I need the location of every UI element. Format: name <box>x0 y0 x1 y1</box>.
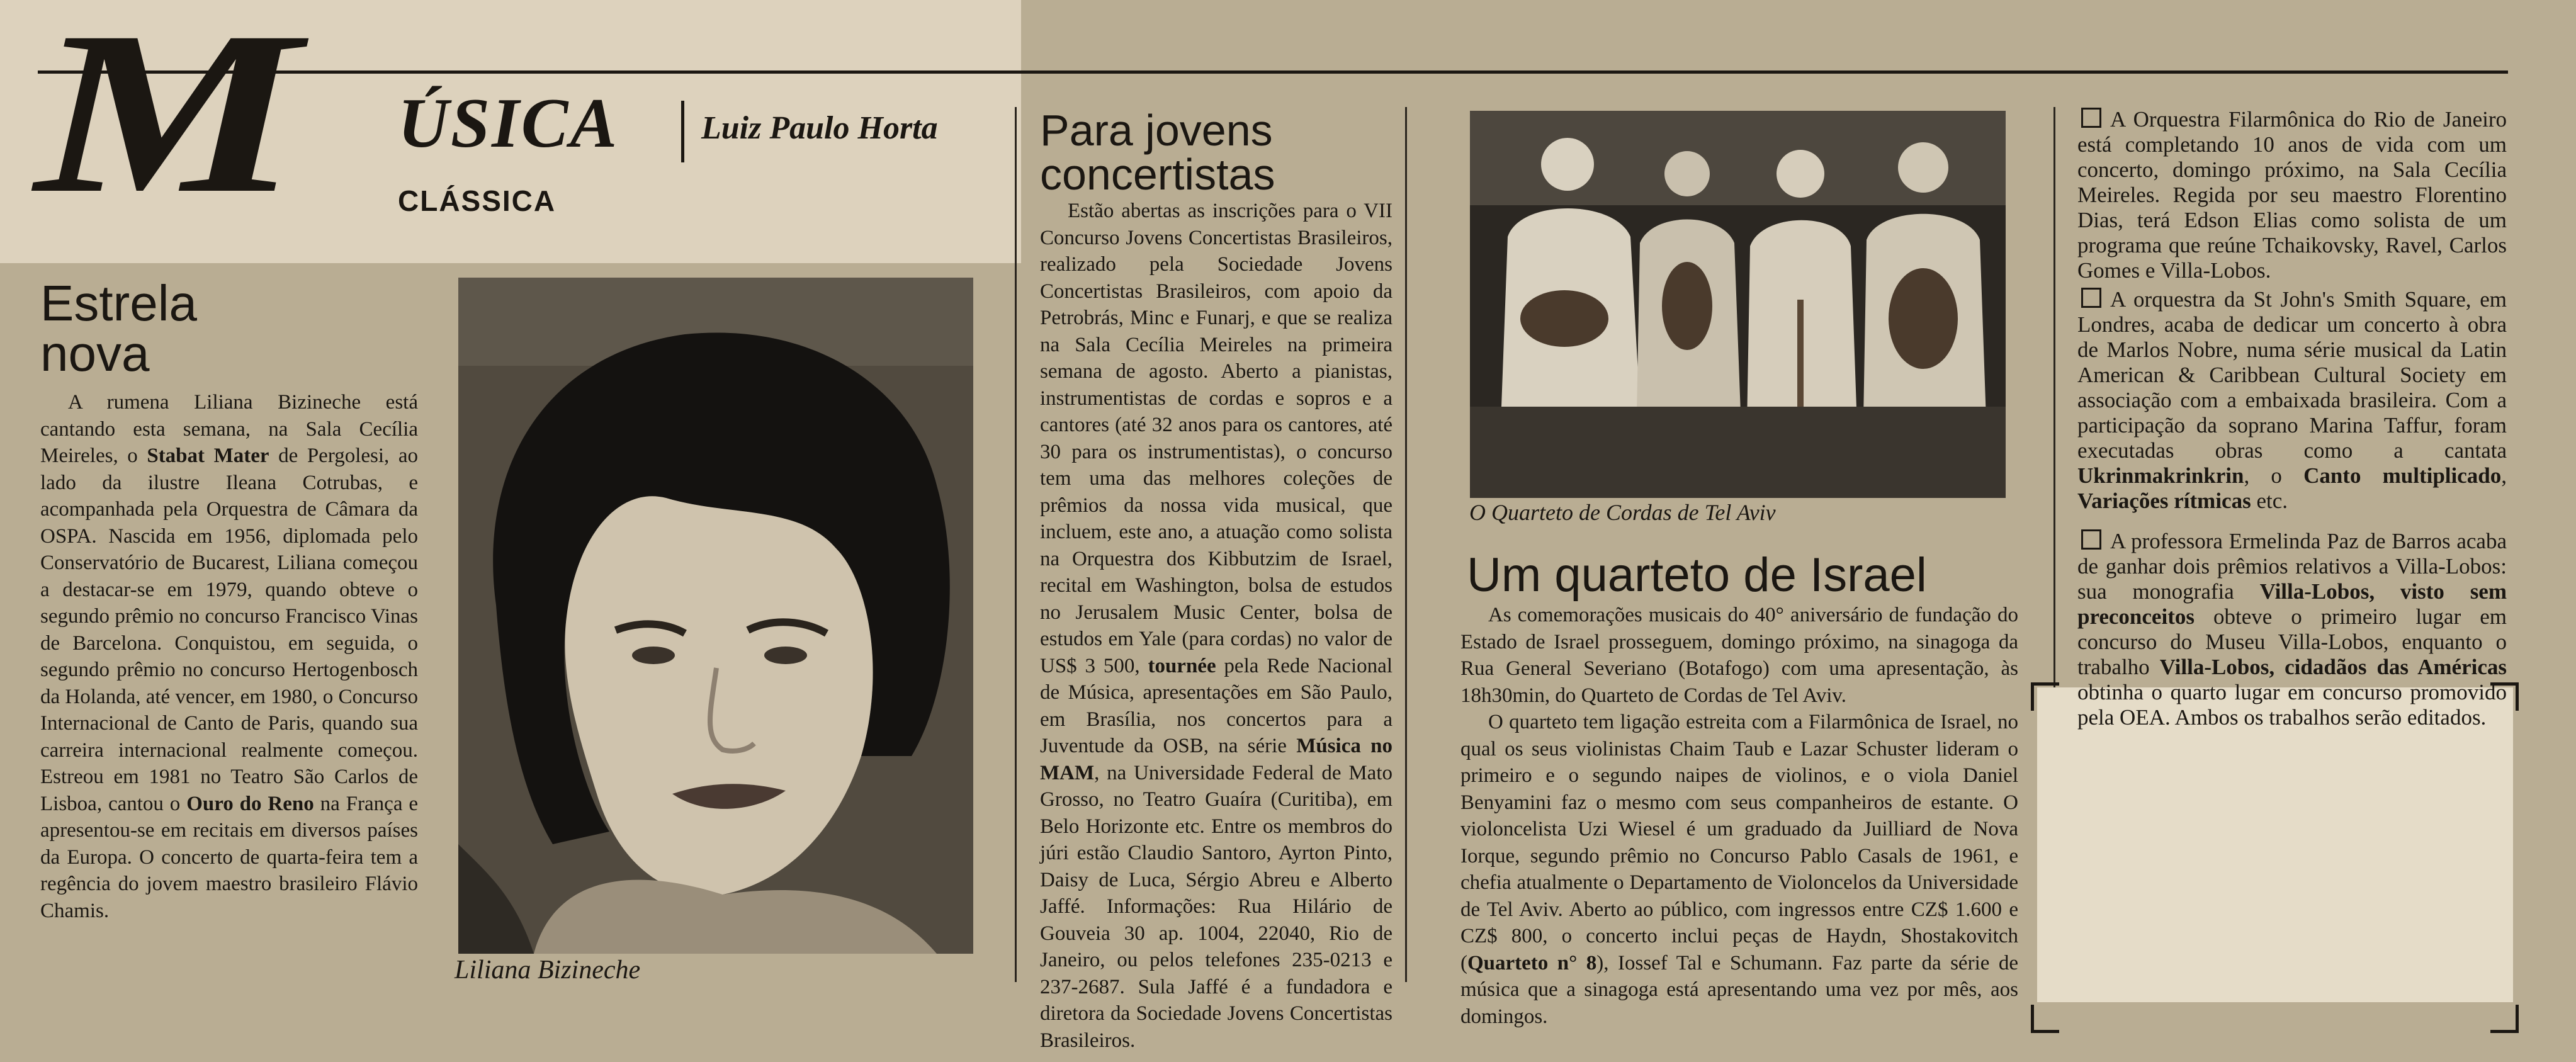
corner-mark <box>2031 1005 2059 1033</box>
bold-title: Villa-Lobos, cidadãos das Américas <box>2159 655 2507 679</box>
corner-mark <box>2031 682 2059 711</box>
top-rule <box>38 71 2508 74</box>
article-estrela-body <box>40 389 418 924</box>
text-run: etc. <box>2251 489 2288 513</box>
text-run: A orquestra da St John's Smith Square, em Londres, acaba de dedicar um concerto à obra de Marlos Nobre, numa série musical da Latin American & Caribbean Cultural Society em associação com a embaixada brasileira. Com a participação da soprano Marina Taffur, foram executadas obras como a cantata <box>2077 287 2507 463</box>
article-paragraph <box>1460 709 2018 1030</box>
checkbox-icon <box>2081 108 2101 128</box>
note-item <box>2077 529 2507 730</box>
section-title: ÚSICA <box>398 84 619 162</box>
quartet-photo <box>1470 111 2006 498</box>
text-run: pela Rede Nacional de Música, apresentações em São Paulo, em Brasília, nos concertos para a Juventude da OSB, na série <box>1040 654 1393 757</box>
portrait-photo <box>458 278 973 954</box>
headline-line: nova <box>40 325 150 381</box>
headline-line: Para jovens <box>1040 106 1273 155</box>
article-quarteto-body <box>1460 602 2018 1030</box>
headline-line: concertistas <box>1040 150 1275 199</box>
text-run: , o <box>2244 463 2304 488</box>
bold-title: Ukrinmakrinkrin <box>2077 463 2244 488</box>
checkbox-icon <box>2081 288 2101 308</box>
article-jovens-body <box>1040 198 1393 1054</box>
headline-estrela-nova <box>40 275 431 381</box>
text-run: obtinha o quarto lugar em concurso promovido pela OEA. Ambos os trabalhos serão editados. <box>2077 680 2507 730</box>
bold-title: Quarteto n° 8 <box>1467 951 1597 974</box>
bold-title: tournée <box>1148 654 1216 677</box>
text-run: , <box>2501 463 2507 488</box>
text-run: na França e apresentou-se em recitais em diversos países da Europa. O concerto de quarta-feira tem a regência do jovem maestro brasileiro Flávio Chamis. <box>40 792 418 922</box>
bold-title: Stabat Mater <box>147 444 269 467</box>
article-paragraph <box>1460 602 2018 709</box>
portrait-image <box>458 278 973 954</box>
bold-title: Música no MAM <box>1040 735 1393 784</box>
text-run: , na Universidade Federal de Mato Grosso, no Teatro Guaíra (Curitiba), em Belo Horizonte etc. Entre os membros do júri estão Claudio Santoro, Ayrton Pinto, Daisy de Luca, Sérgio Abreu e Alberto Jaffé. Informações: Rua Hilário de Gouveia 30 ap. 1004, 22040, Rio de Janeiro, ou pelos telefones 235-0213 e 237-2687. Sula Jaffé é a fundadora e diretora da Sociedade Jovens Concertistas Brasileiros. <box>1040 761 1393 1052</box>
headline-line: Estrela <box>40 275 197 331</box>
bold-title: Canto multiplicado <box>2303 463 2502 488</box>
text-run: Estão abertas as inscrições para o VII Concurso Jovens Concertistas Brasileiros, realizado pela Sociedade Jovens Concertistas Brasileiros, com apoio da Petrobrás, Minc e Funarj, e que se realiza na Sala Cecília Meireles na primeira semana de agosto. Aberto a pianistas, instrumentistas de cordas e sopros e a cantores (até 32 anos para os cantores, até 30 para os instrumentistas), o concurso tem uma das melhores coleções de prêmios da nossa vida musical, que incluem, este ano, a atuação como solista na Orquestra dos Kibbutzim de Israel, recital em Washington, bolsa de estudos no Jerusalem Music Center, bolsa de estudos em Yale (para cordas) no valor de US$ 3 500, <box>1040 200 1393 677</box>
text-run: de Pergolesi, ao lado da ilustre Ileana Cotrubas, e acompanhada pela Orquestra de Câmara da OSPA. Nascida em 1956, diplomada pelo Conservatório de Bucarest, Liliana começou a destacar-se em 1979, quando obteve o segundo prêmio no concurso Francisco Vinas de Barcelona. Conquistou, em seguida, o segundo prêmio no concurso Hertogenbosch da Holanda, até vencer, em 1980, o Concurso Internacional de Canto de Paris, quando sua carreira internacional realmente começou. Estreou em 1981 no Teatro São Carlos de Lisboa, cantou o <box>40 444 418 815</box>
text-run: obteve o primeiro lugar em concurso do Museu Villa-Lobos, enquanto o trabalho <box>2077 604 2507 679</box>
notes-column <box>2077 107 2507 730</box>
text-run: O quarteto tem ligação estreita com a Filarmônica de Israel, no qual os seus violinistas Chaim Taub e Lazar Schuster lideram o primeiro e o segundo naipes de violinos, e o viola Daniel Benyamini faz o mesmo com seus companheiros de estante. O violoncelista Uzi Wiesel é um graduado da Juilliard de Nova Iorque, segundo prêmio no Concurso Pablo Casals de 1961, e chefia atualmente o Departamento de Violoncelos da Universidade de Tel Aviv. Aberto ao público, com ingressos entre CZ$ 1.600 e CZ$ 800, o concerto inclui peças de Haydn, Shostakovitch ( <box>1460 711 2018 974</box>
bold-title: Ouro do Reno <box>186 792 314 815</box>
highlight-box <box>2037 687 2513 1002</box>
headline-quarteto: Um quarteto de Israel <box>1467 548 1927 602</box>
note-item <box>2077 287 2507 514</box>
checkbox-icon <box>2081 529 2101 550</box>
title-divider <box>681 101 684 162</box>
text-run: ), Iossef Tal e Schumann. Faz parte da série de música que a sinagoga está apresentando uma vez por mês, aos domingos. <box>1460 951 2018 1028</box>
byline: Luiz Paulo Horta <box>701 110 938 146</box>
text-run: A professora Ermelinda Paz de Barros acaba de ganhar dois prêmios relativos a Villa-Lobos: sua monografia <box>2077 529 2507 604</box>
text-run: As comemorações musicais do 40° aniversário de fundação do Estado de Israel prosseguem, domingo próximo, na sinagoga da Rua General Severiano (Botafogo) com uma apresentação, às 18h30min, do Quarteto de Cordas de Tel Aviv. <box>1460 604 2018 707</box>
text-run: A Orquestra Filarmônica do Rio de Janeiro está completando 10 anos de vida com um concerto, domingo próximo, na Sala Cecília Meireles. Regida por seu maestro Florentino Dias, terá Edson Elias como solista de um programa que reúne Tchaikovsky, Ravel, Carlos Gomes e Villa-Lobos. <box>2077 107 2507 283</box>
section-initial: M <box>35 0 296 242</box>
bold-title: Variações rítmicas <box>2077 489 2251 513</box>
article-paragraph <box>1040 198 1393 1054</box>
subsection-label: CLÁSSICA <box>398 184 556 217</box>
corner-mark <box>2490 1005 2519 1033</box>
photo-caption: O Quarteto de Cordas de Tel Aviv <box>1469 500 1776 525</box>
photo-caption: Liliana Bizineche <box>455 956 641 985</box>
article-paragraph <box>40 389 418 924</box>
note-item <box>2077 107 2507 283</box>
column-rule <box>1405 107 1407 982</box>
text-run: A rumena Liliana Bizineche está cantando esta semana, na Sala Cecília Meireles, o <box>40 391 418 467</box>
headline-jovens-concertistas <box>1040 106 1430 199</box>
column-rule <box>1015 107 1017 982</box>
bold-title: Villa-Lobos, visto sem preconceitos <box>2077 579 2507 629</box>
quartet-image <box>1470 111 2006 498</box>
